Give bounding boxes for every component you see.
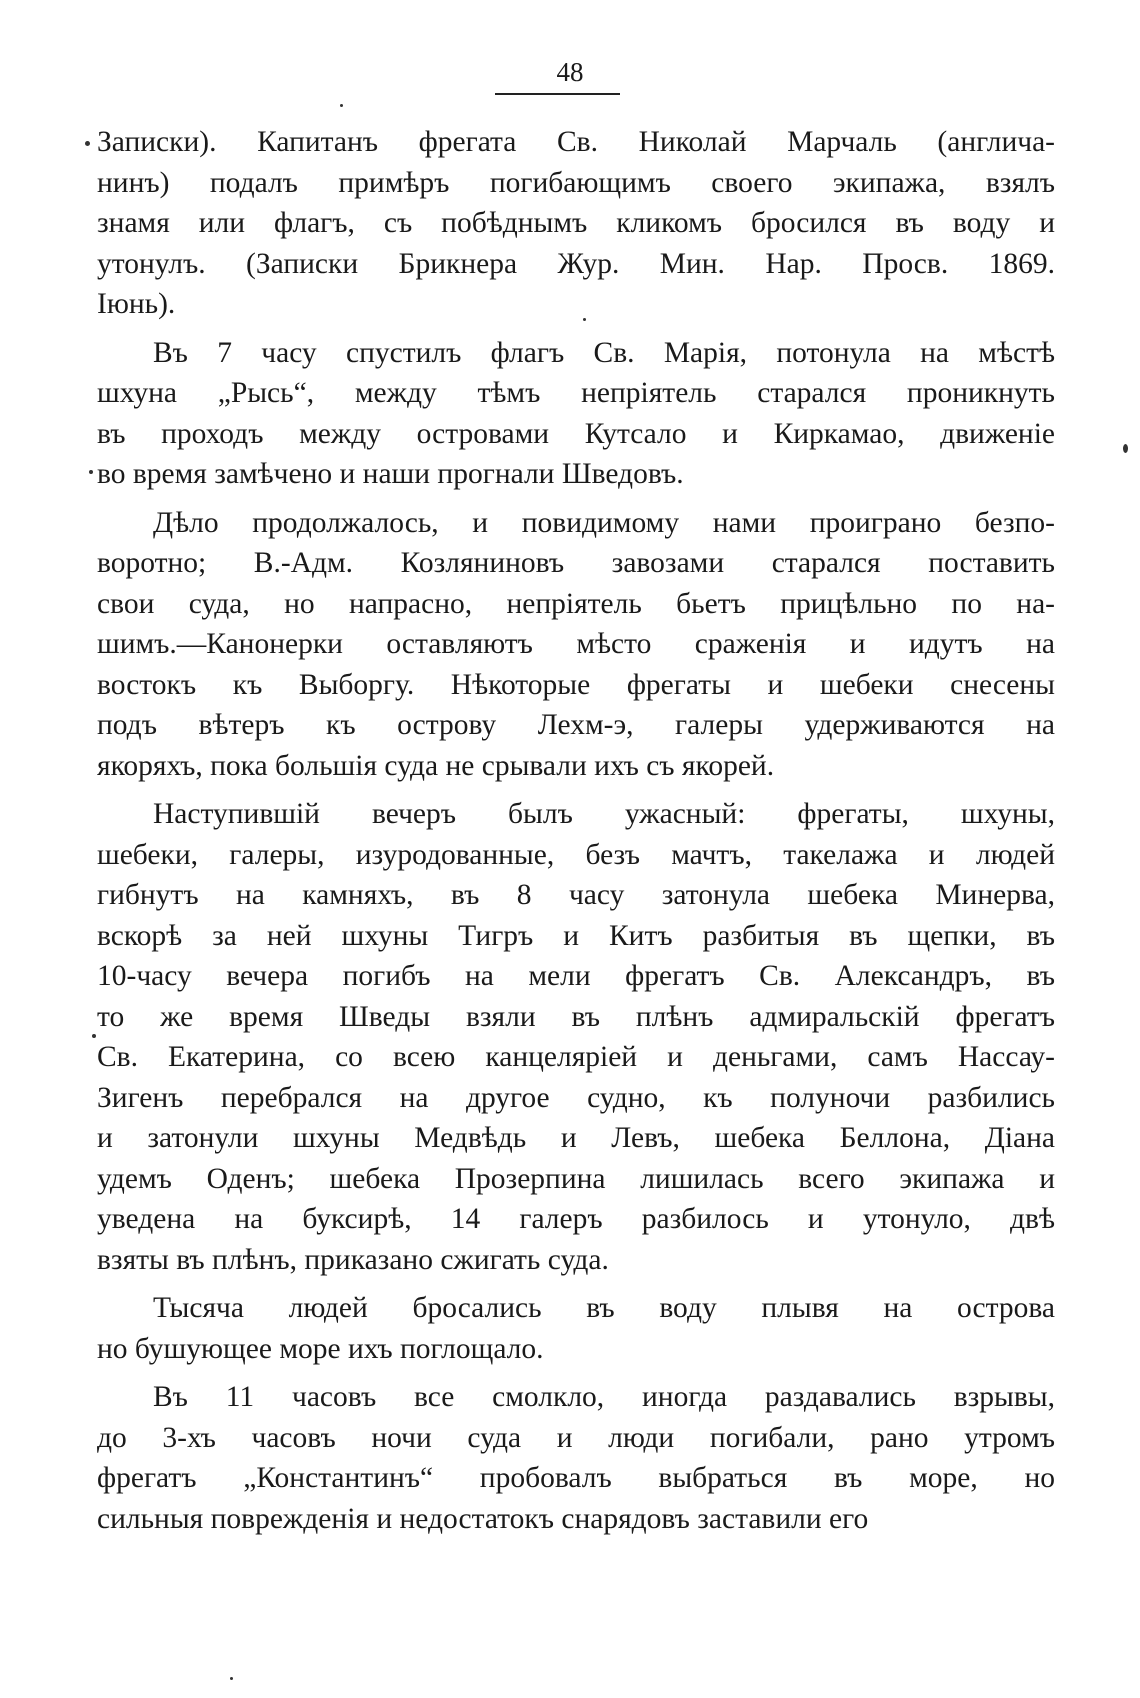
text-line: Въ 7 часу спустилъ флагъ Св. Марія, потонула на мѣстѣ <box>153 336 1055 369</box>
text-line: шебеки, галеры, изуродованные, безъ мачтъ, такелажа и людей <box>97 838 1055 871</box>
paragraph <box>97 503 1055 787</box>
text-line: подъ вѣтеръ къ острову Лехм-э, галеры удерживаются на <box>97 709 1055 741</box>
text-line: фрегатъ „Константинъ“ пробовалъ выбраться въ море, но <box>97 1462 1055 1494</box>
paragraph <box>97 333 1055 495</box>
text-line: уведена на буксирѣ, 14 галеръ разбилось и утонуло, двѣ <box>97 1203 1055 1235</box>
text-line: Дѣло продолжалось, и повидимому нами проиграно безпо- <box>153 506 1055 539</box>
text-line: и затонули шхуны Медвѣдь и Левъ, шебека Беллона, Діана <box>97 1122 1055 1154</box>
page-number-rule <box>495 93 620 95</box>
text-line: вскорѣ за ней шхуны Тигръ и Китъ разбитыя въ щепки, въ <box>97 919 1055 952</box>
text-line: во время замѣчено и наши прогнали Шведовъ. <box>97 458 684 490</box>
text-line: удемъ Оденъ; шебека Прозерпина лишилась всего экипажа и <box>97 1162 1055 1195</box>
text-line: воротно; В.-Адм. Козляниновъ завозами старался поставить <box>97 547 1055 579</box>
text-line: якоряхъ, пока большія суда не срывали ихъ съ якорей. <box>97 749 775 782</box>
text-line: гибнутъ на камняхъ, въ 8 часу затонула шебека Минерва, <box>97 879 1055 911</box>
text-line: до 3-хъ часовъ ночи суда и люди погибали, рано утромъ <box>97 1421 1055 1454</box>
scan-speck <box>89 470 93 474</box>
text-line: 10-часу вечера погибъ на мели фрегатъ Св. Александръ, въ <box>97 960 1055 992</box>
body-text <box>97 122 1055 1547</box>
page-number: 48 <box>556 57 584 87</box>
paragraph <box>97 122 1055 325</box>
text-line: но бушующее море ихъ поглощало. <box>97 1332 544 1365</box>
text-line: шимъ.—Канонерки оставляютъ мѣсто сраженія и идутъ на <box>97 628 1055 660</box>
paragraph <box>97 1288 1055 1369</box>
text-line: Зигенъ перебрался на другое судно, къ полуночи разбились <box>97 1081 1055 1114</box>
text-line: сильныя поврежденія и недостатокъ снарядовъ заставили его <box>97 1502 869 1535</box>
text-line: Въ 11 часовъ все смолкло, иногда раздавались взрывы, <box>153 1381 1055 1413</box>
text-line: Тысяча людей бросались въ воду плывя на острова <box>153 1292 1055 1324</box>
text-line: Св. Екатерина, со всею канцеляріей и деньгами, самъ Нассау- <box>97 1041 1055 1073</box>
text-line: востокъ къ Выборгу. Нѣкоторые фрегаты и шебеки снесены <box>97 668 1055 701</box>
paragraph <box>97 1377 1055 1539</box>
scan-speck <box>85 141 90 146</box>
scan-speck <box>1123 444 1128 453</box>
text-line: Наступившій вечеръ былъ ужасный: фрегаты, шхуны, <box>153 798 1055 830</box>
text-line: то же время Шведы взяли въ плѣнъ адмиральскій фрегатъ <box>97 1000 1055 1033</box>
scan-speck <box>92 1034 96 1038</box>
text-line: нинъ) подалъ примѣръ погибающимъ своего экипажа, взялъ <box>97 166 1055 199</box>
scan-speck <box>340 104 343 107</box>
text-line: Записки). Капитанъ фрегата Св. Николай Марчаль (англича- <box>97 126 1055 158</box>
paragraph <box>97 794 1055 1280</box>
text-line: утонулъ. (Записки Брикнера Жур. Мин. Нар. Просв. 1869. <box>97 247 1055 280</box>
text-line: взяты въ плѣнъ, приказано сжигать суда. <box>97 1243 609 1276</box>
text-line: шхуна „Рысь“, между тѣмъ непріятель старался проникнуть <box>97 377 1055 409</box>
text-line: Іюнь). <box>97 288 176 320</box>
scan-speck <box>230 1677 233 1680</box>
text-line: въ проходъ между островами Кутсало и Киркамао, движеніе <box>97 417 1055 450</box>
scan-speck <box>583 318 586 321</box>
text-line: свои суда, но напрасно, непріятель бьетъ прицѣльно по на- <box>97 587 1055 620</box>
text-line: знамя или флагъ, съ побѣднымъ кликомъ бросился въ воду и <box>97 207 1055 239</box>
